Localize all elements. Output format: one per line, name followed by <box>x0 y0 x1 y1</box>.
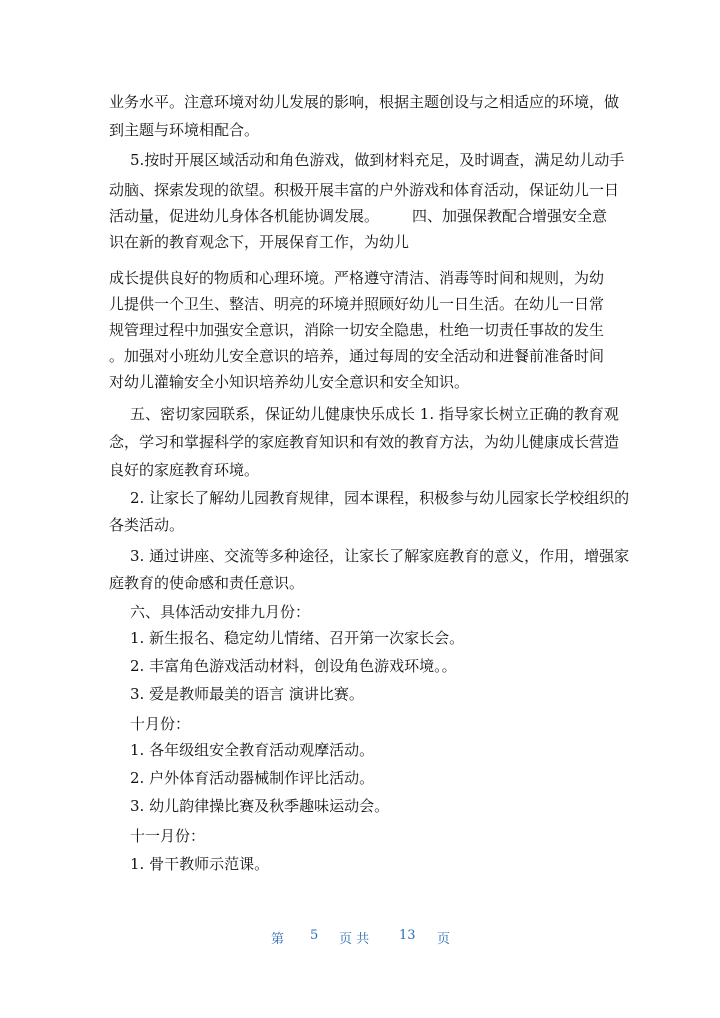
footer-total-pages: 13 <box>399 928 416 943</box>
text-line: 十一月份： <box>130 827 206 845</box>
footer-page-number: 5 <box>310 928 319 943</box>
text-line: 2. 丰富角色游戏活动材料，创设角色游戏环境。。 <box>130 657 457 675</box>
text-line: 念，学习和掌握科学的家庭教育知识和有效的教育方法，为幼儿健康成长营造 <box>109 433 620 451</box>
text-line: 1. 新生报名、稳定幼儿情绪、召开第一次家长会。 <box>130 629 465 647</box>
text-line: 1. 各年级组安全教育活动观摩活动。 <box>130 741 375 759</box>
footer-ye: 页 <box>437 932 451 947</box>
text-line: 业务水平。注意环境对幼儿发展的影响，根据主题创设与之相适应的环境，做 <box>109 93 620 111</box>
footer-ye-gong: 页 共 <box>339 932 370 947</box>
text-line: 。加强对小班幼儿安全意识的培养，通过每周的安全活动和进餐前准备时间 <box>109 347 605 365</box>
text-line: 2. 户外体育活动器械制作评比活动。 <box>130 769 375 787</box>
text-line: 庭教育的使命感和责任意识。 <box>109 574 305 592</box>
text-line: 3. 幼儿韵律操比赛及秋季趣味运动会。 <box>130 797 390 815</box>
text-line: 识在新的教育观念下，开展保育工作，为幼儿 <box>109 233 410 251</box>
text-line: 儿提供一个卫生、整洁、明亮的环境并照顾好幼儿一日生活。在幼儿一日常 <box>109 295 605 313</box>
footer-di: 第 <box>271 932 285 947</box>
text-line: 3. 通过讲座、交流等多种途径，让家长了解家庭教育的意义，作用，增强家 <box>130 547 630 565</box>
text-line: 六、具体活动安排九月份： <box>130 603 311 621</box>
text-line: 到主题与环境相配合。 <box>109 121 260 139</box>
text-line: 五、密切家园联系，保证幼儿健康快乐成长 1. 指导家长树立正确的教育观 <box>130 405 619 423</box>
text-line: 规管理过程中加强安全意识，消除一切安全隐患，杜绝一切责任事故的发生 <box>109 321 605 339</box>
text-line: 3. 爱是教师最美的语言 演讲比赛。 <box>130 685 364 703</box>
text-line: 5.按时开展区域活动和角色游戏，做到材料充足，及时调查，满足幼儿动手 <box>130 151 625 169</box>
text-line: 对幼儿灌输安全小知识培养幼儿安全意识和安全知识。 <box>109 373 470 391</box>
text-line: 2. 让家长了解幼儿园教育规律，园本课程，积极参与幼儿园家长学校组织的 <box>130 489 630 507</box>
text-line: 动脑、探索发现的欲望。积极开展丰富的户外游戏和体育活动，保证幼儿一日 <box>109 181 620 199</box>
text-line: 良好的家庭教育环境。 <box>109 461 260 479</box>
text-line: 活动量，促进幼儿身体各机能协调发展。 <box>109 207 380 225</box>
text-line: 成长提供良好的物质和心理环境。严格遵守清洁、消毒等时间和规则，为幼 <box>109 269 605 287</box>
page-footer <box>0 928 720 948</box>
text-line: 1. 骨干教师示范课。 <box>130 855 270 873</box>
text-line: 十月份： <box>130 715 191 733</box>
text-line: 各类活动。 <box>109 516 185 534</box>
text-line: 四、加强保教配合增强安全意 <box>412 207 608 225</box>
